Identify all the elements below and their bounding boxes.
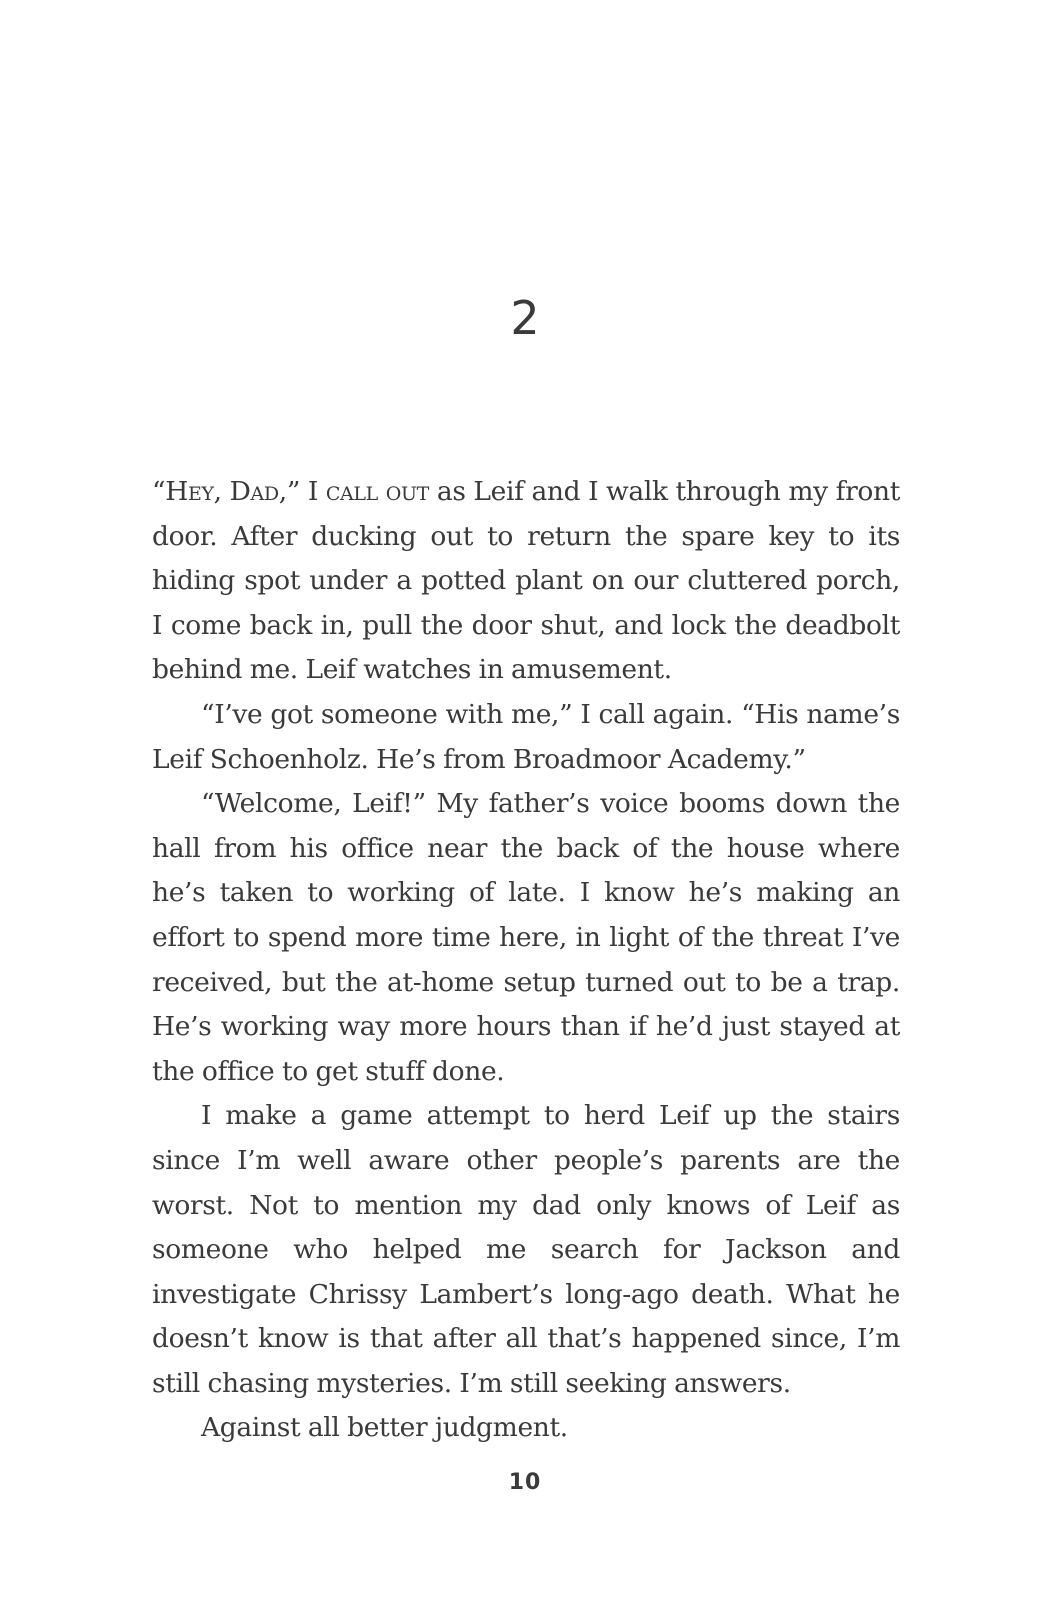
opening-small-caps: “Hey, Dad,” I call out	[152, 476, 430, 507]
paragraph: Against all better judgment.	[201, 1412, 568, 1444]
paragraph-text: as Leif and I walk through my front door. After ducking out to return the spare key to its hiding spot under a potted plant on our cluttered porch, I come back in, pull the door shut, and lock the deadbolt behind me. Leif watches in amusement.	[152, 476, 901, 686]
paragraph: “Welcome, Leif!” My father’s voice booms down the hall from his office near the back of the house where he’s taken to working of late. I know he’s making an effort to spend more time here, in light of the threat I’ve received, but the at-home setup turned out to be a trap. He’s working way more hours than if he’d just stayed at the office to get stuff done.	[152, 788, 900, 1087]
chapter-body	[152, 470, 900, 1451]
page-number: 10	[508, 1470, 542, 1495]
chapter-number: 2	[510, 291, 540, 345]
paragraph: “I’ve got someone with me,” I call again. “His name’s Leif Schoenholz. He’s from Broadmoor Academy.”	[152, 698, 900, 775]
paragraph: I make a game attempt to herd Leif up the stairs since I’m well aware other people’s parents are the worst. Not to mention my dad only knows of Leif as someone who helped me search for Jackson and investigate Chrissy Lambert’s long-ago death. What he doesn’t know is that after all that’s happened since, I’m still chasing mysteries. I’m still seeking answers.	[152, 1100, 900, 1399]
paragraph	[152, 470, 900, 693]
